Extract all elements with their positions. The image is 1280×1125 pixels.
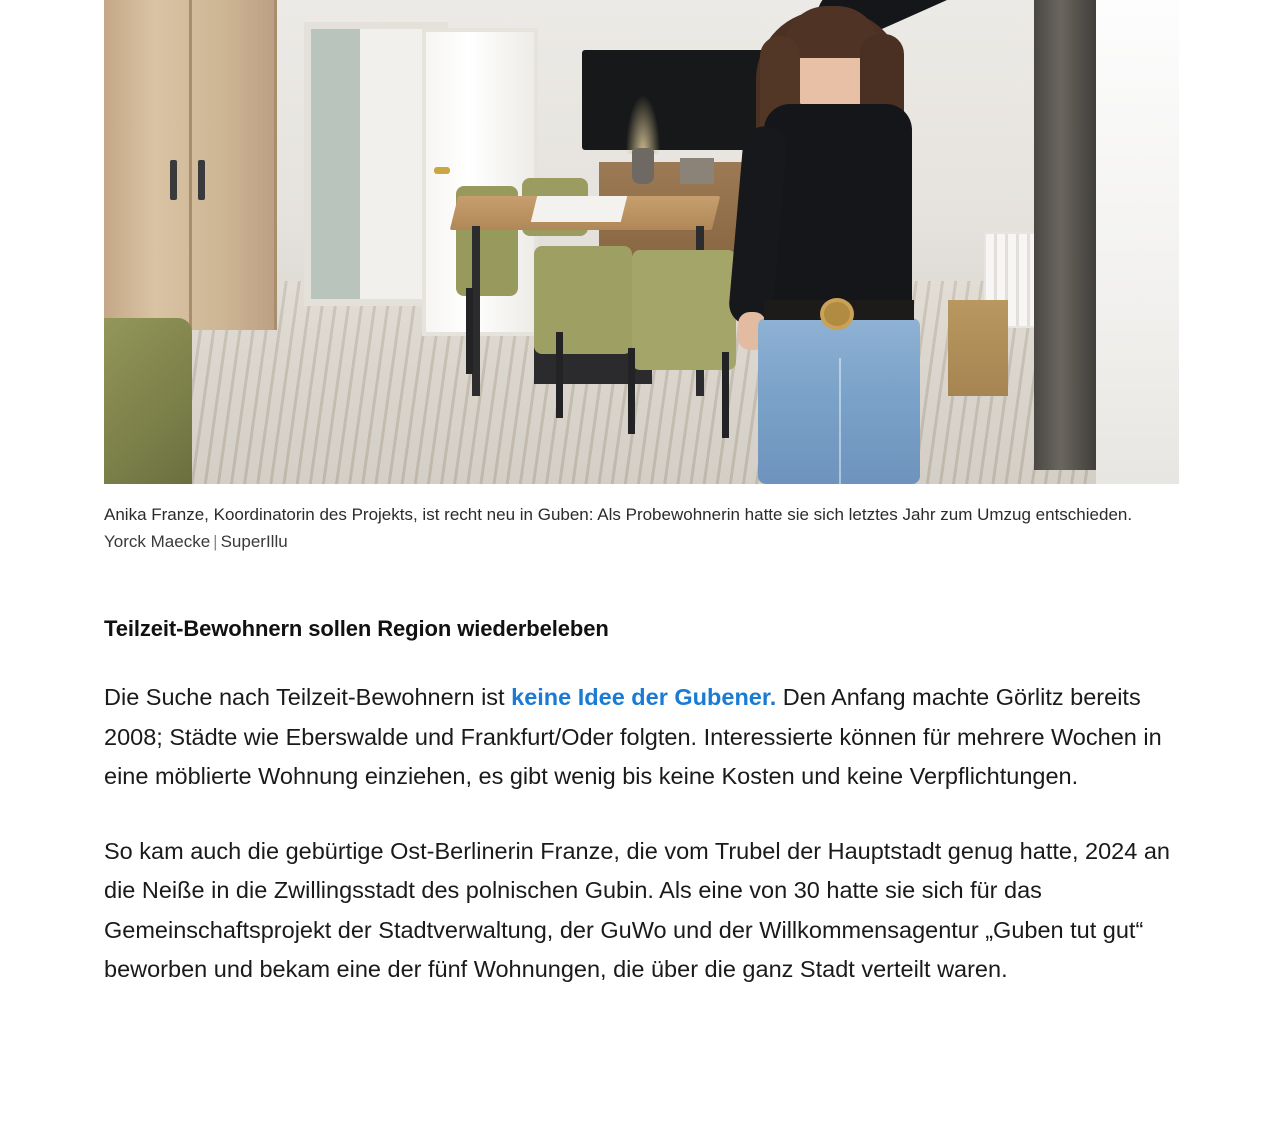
chair-leg — [556, 332, 563, 418]
sofa — [104, 318, 192, 484]
right-margin — [1180, 0, 1280, 1125]
article-subheading: Teilzeit-Bewohnern sollen Region wiederbeleben — [104, 616, 609, 642]
wardrobe-handle-left — [170, 160, 177, 200]
paragraph-1-text-before-link: Die Suche nach Teilzeit-Bewohnern ist — [104, 684, 512, 711]
photo-caption: Anika Franze, Koordinatorin des Projekts, ist recht neu in Guben: Als Probewohnerin hatte sie sich letztes Jahr zum Umzug entschieden. — [104, 505, 1133, 524]
article-paragraph-2: So kam auch die gebürtige Ost-Berlinerin Franze, die vom Trubel der Hauptstadt genug hatte, 2024 an die Neiße in die Zwillingsstadt des polnischen Gubin. Als eine von 30 hatte sie sich für das Gemeinschaftsprojekt der Stadtverwaltung, der GuWo und der Willkommensagentur „Guben tut gut“ beworben und bekam eine der fünf Wohnungen, die über die ganz Stadt verteilt waren. — [104, 838, 1170, 982]
curtain — [1034, 0, 1100, 470]
wardrobe — [104, 0, 277, 330]
keine-idee-der-gubener-link[interactable]: keine Idee der Gubener. — [511, 684, 777, 711]
dried-grass-decoration — [626, 96, 660, 154]
black-top — [764, 104, 912, 316]
vase — [632, 148, 654, 184]
doorway-shadow — [311, 29, 360, 299]
chair-leg — [628, 348, 635, 434]
table-leg — [472, 226, 480, 396]
left-margin — [0, 0, 76, 1125]
article-figure — [104, 0, 1179, 552]
photo-credit-photographer: Yorck Maecke — [104, 532, 211, 552]
article-photo — [104, 0, 1179, 484]
photo-credit — [104, 532, 1179, 552]
chair-leg — [466, 288, 473, 374]
door-handle-icon — [434, 167, 450, 174]
person-in-photo — [664, 0, 994, 484]
credit-separator: | — [213, 532, 218, 552]
window — [1096, 0, 1179, 484]
photo-credit-publication: SuperIllu — [220, 532, 288, 552]
jeans — [758, 318, 920, 484]
article-content — [104, 0, 1179, 989]
paper-on-table — [531, 196, 627, 222]
dining-chair — [534, 246, 632, 354]
article-paragraph-1 — [104, 678, 1179, 796]
belt-buckle — [820, 298, 854, 330]
jeans-seam — [839, 358, 841, 484]
wardrobe-handle-right — [198, 160, 205, 200]
wardrobe-split — [189, 0, 192, 330]
paragraph-1-text-after-link: Den Anfang machte Görlitz bereits 2008; Städte wie Eberswalde und Frankfurt/Oder folgten. Interessierte können für mehrere Wochen in eine möblierte Wohnung einziehen, es gibt wenig bis keine Kosten und keine Verpflichtungen. — [104, 684, 1162, 789]
